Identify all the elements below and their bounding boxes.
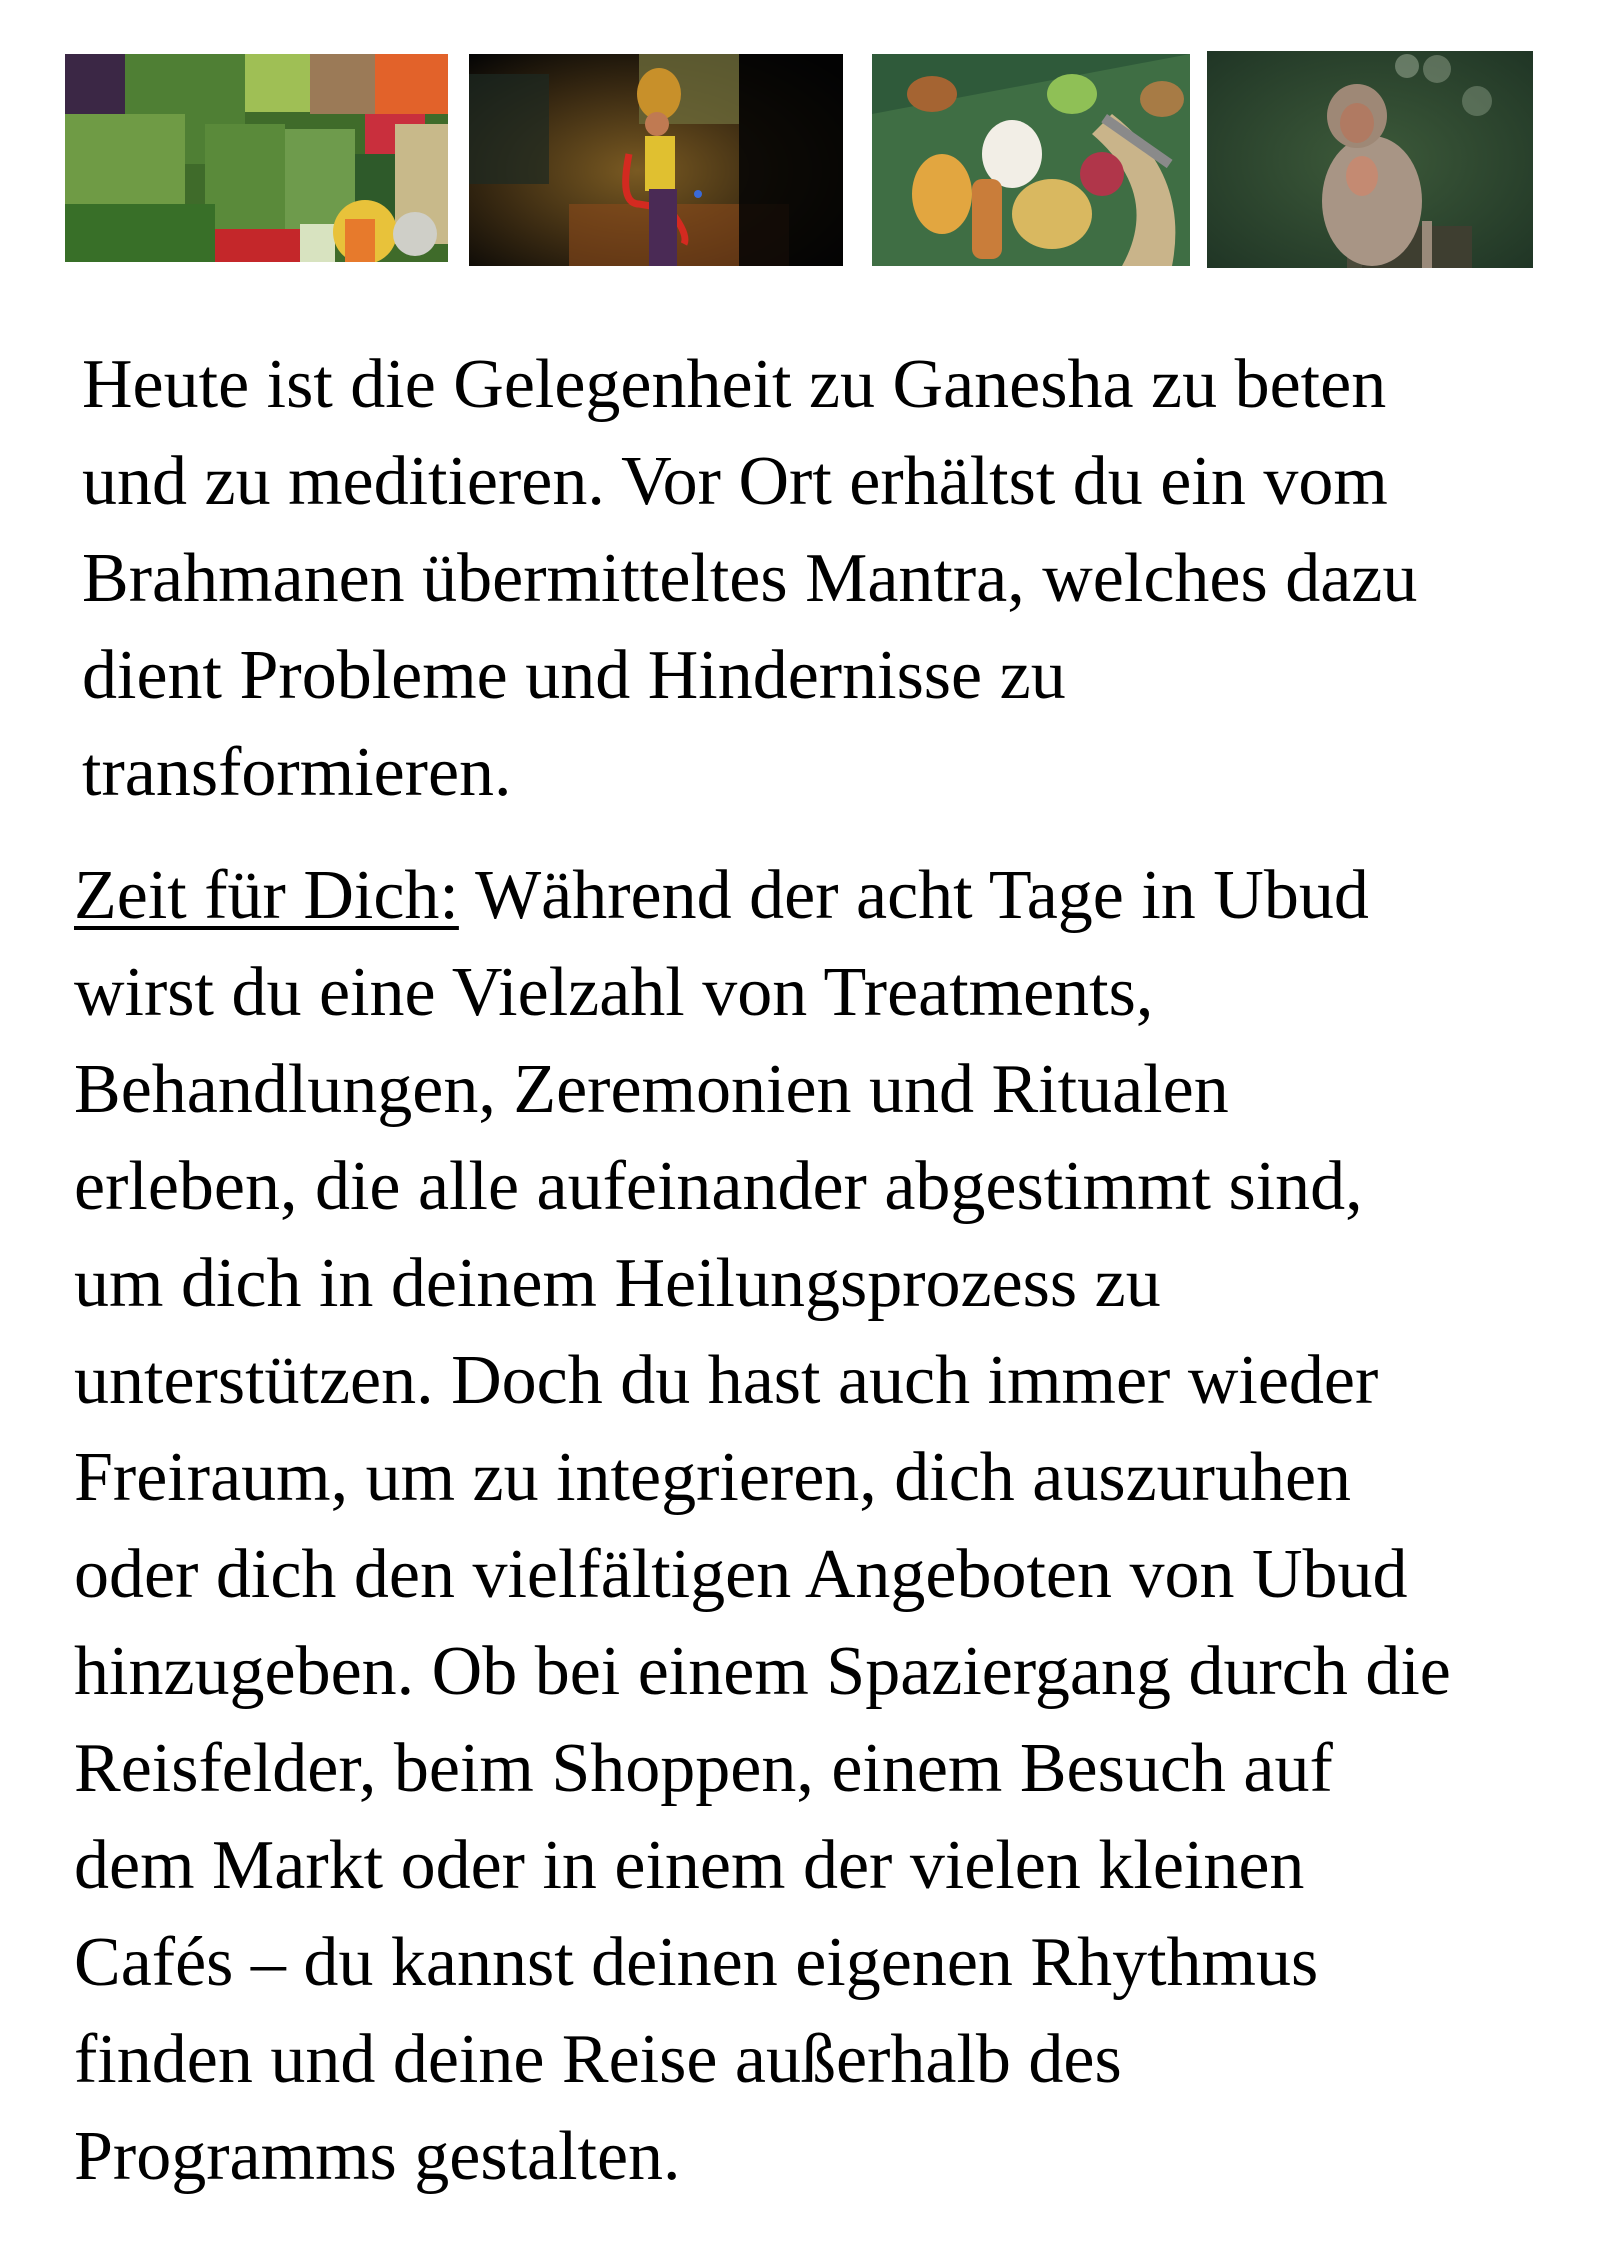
balinese-food-photo bbox=[872, 54, 1190, 266]
balinese-dancer-photo bbox=[469, 54, 843, 266]
zeit-fuer-dich-paragraph bbox=[74, 847, 1451, 2205]
food-image bbox=[872, 54, 1190, 266]
paragraph-line: Freiraum, um zu integrieren, dich auszuruhen bbox=[74, 1439, 1352, 1516]
monkey-image bbox=[1207, 51, 1533, 268]
paragraph-line-text: Während der acht Tage in Ubud bbox=[458, 857, 1369, 934]
paragraph-line: dem Markt oder in einem der vielen kleinen bbox=[74, 1827, 1305, 1904]
paragraph-line: oder dich den vielfältigen Angeboten von Ubud bbox=[74, 1536, 1408, 1613]
paragraph-line: finden und deine Reise außerhalb des bbox=[74, 2021, 1122, 2098]
paragraph-line: transformieren. bbox=[82, 734, 512, 811]
section-heading: Zeit für Dich: bbox=[74, 857, 459, 934]
paragraph-line: wirst du eine Vielzahl von Treatments, bbox=[74, 954, 1154, 1031]
paragraph-line: erleben, die alle aufeinander abgestimmt sind, bbox=[74, 1148, 1363, 1225]
paragraph-line: um dich in deinem Heilungsprozess zu bbox=[74, 1245, 1161, 1322]
vegetables-image bbox=[65, 54, 448, 262]
dancer-image bbox=[469, 54, 843, 266]
paragraph-line: Reisfelder, beim Shoppen, einem Besuch auf bbox=[74, 1730, 1333, 1807]
paragraph-first-line bbox=[74, 847, 1451, 944]
paragraph-line: hinzugeben. Ob bei einem Spaziergang durch die bbox=[74, 1633, 1451, 1710]
paragraph-line: und zu meditieren. Vor Ort erhältst du ein vom bbox=[82, 443, 1388, 520]
paragraph-line: Programms gestalten. bbox=[74, 2118, 681, 2195]
paragraph-line: Cafés – du kannst deinen eigenen Rhythmus bbox=[74, 1924, 1319, 2001]
market-vegetables-photo bbox=[65, 54, 448, 262]
ganesha-paragraph bbox=[82, 336, 1417, 821]
paragraph-line: dient Probleme und Hindernisse zu bbox=[82, 637, 1066, 714]
paragraph-line: unterstützen. Doch du hast auch immer wieder bbox=[74, 1342, 1379, 1419]
monkey-photo bbox=[1207, 51, 1533, 268]
paragraph-line: Heute ist die Gelegenheit zu Ganesha zu beten bbox=[82, 346, 1387, 423]
paragraph-line: Behandlungen, Zeremonien und Ritualen bbox=[74, 1051, 1229, 1128]
paragraph-line: Brahmanen übermitteltes Mantra, welches dazu bbox=[82, 540, 1418, 617]
